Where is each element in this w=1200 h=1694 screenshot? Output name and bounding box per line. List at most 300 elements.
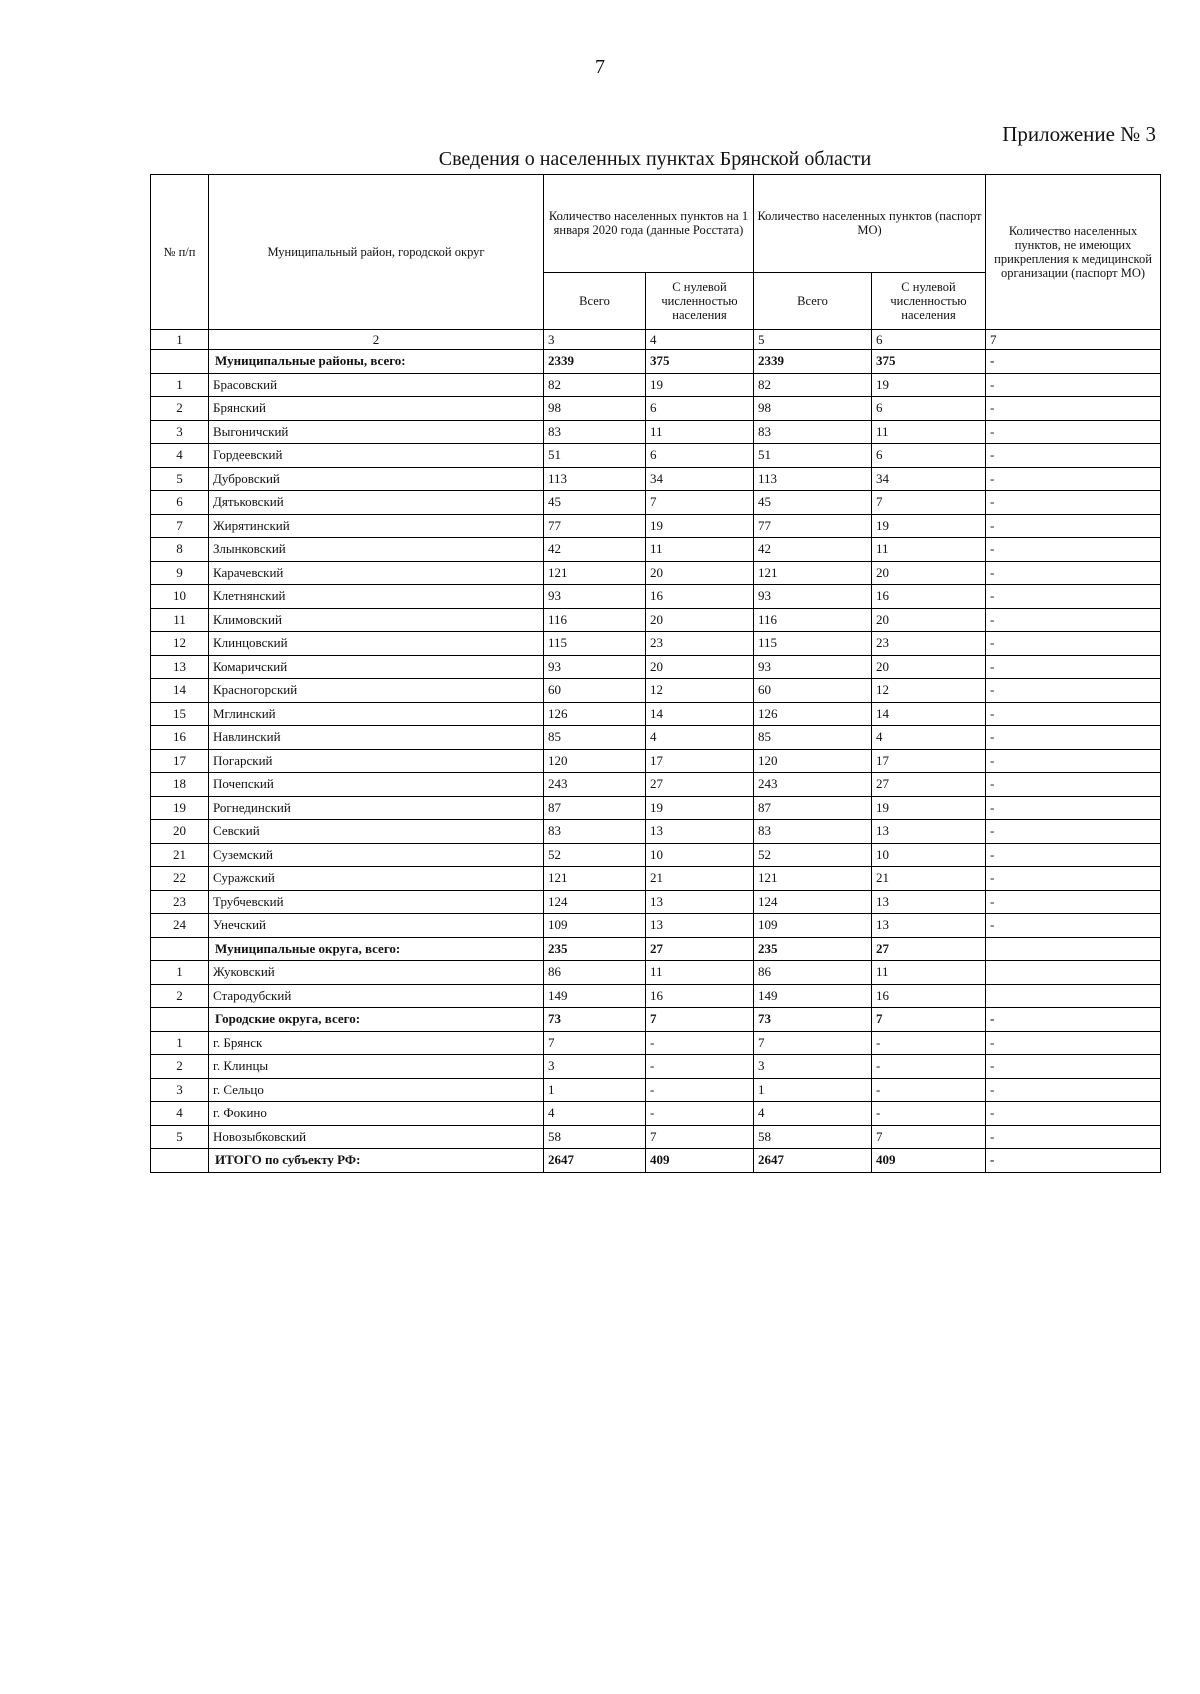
- rosstat-zero-cell: -: [646, 1055, 754, 1079]
- no-attachment-cell: -: [986, 538, 1161, 562]
- row-name: Злынковский: [209, 538, 544, 562]
- passport-total-cell: 93: [754, 655, 872, 679]
- passport-zero-cell: 11: [872, 538, 986, 562]
- table-row: [151, 773, 1161, 797]
- passport-zero-cell: 7: [872, 1008, 986, 1032]
- appendix-label: Приложение № 3: [1002, 122, 1156, 146]
- passport-zero-cell: 409: [872, 1149, 986, 1173]
- table-row: [151, 914, 1161, 938]
- row-number: 6: [151, 491, 209, 515]
- passport-total-cell: 121: [754, 561, 872, 585]
- row-name: г. Брянск: [209, 1031, 544, 1055]
- table-row: [151, 749, 1161, 773]
- no-attachment-cell: -: [986, 491, 1161, 515]
- table-row: [151, 397, 1161, 421]
- document-title: Сведения о населенных пунктах Брянской области: [438, 148, 872, 170]
- rosstat-zero-cell: 16: [646, 585, 754, 609]
- passport-total-cell: 149: [754, 984, 872, 1008]
- row-name: Клетнянский: [209, 585, 544, 609]
- no-attachment-cell: -: [986, 608, 1161, 632]
- row-name: Трубчевский: [209, 890, 544, 914]
- row-name: Рогнединский: [209, 796, 544, 820]
- column-number: 2: [209, 330, 544, 350]
- row-name: г. Фокино: [209, 1102, 544, 1126]
- row-name: ИТОГО по субъекту РФ:: [209, 1149, 544, 1173]
- row-name: Дятьковский: [209, 491, 544, 515]
- no-attachment-cell: -: [986, 914, 1161, 938]
- table-row: [151, 796, 1161, 820]
- no-attachment-cell: -: [986, 397, 1161, 421]
- no-attachment-cell: -: [986, 1078, 1161, 1102]
- header-total-passport: Всего: [754, 272, 872, 329]
- passport-total-cell: 116: [754, 608, 872, 632]
- header-passport: Количество населенных пунктов (паспорт МО): [754, 175, 986, 273]
- row-number: 11: [151, 608, 209, 632]
- rosstat-total-cell: 2647: [544, 1149, 646, 1173]
- no-attachment-cell: -: [986, 514, 1161, 538]
- passport-total-cell: 2339: [754, 350, 872, 374]
- rosstat-total-cell: 124: [544, 890, 646, 914]
- rosstat-zero-cell: 7: [646, 1008, 754, 1032]
- row-number: 1: [151, 961, 209, 985]
- rosstat-total-cell: 42: [544, 538, 646, 562]
- column-number: 5: [754, 330, 872, 350]
- column-number: 1: [151, 330, 209, 350]
- rosstat-zero-cell: 19: [646, 796, 754, 820]
- rosstat-total-cell: 93: [544, 655, 646, 679]
- no-attachment-cell: -: [986, 1102, 1161, 1126]
- rosstat-total-cell: 73: [544, 1008, 646, 1032]
- table-row: [151, 890, 1161, 914]
- rosstat-total-cell: 1: [544, 1078, 646, 1102]
- row-name: Карачевский: [209, 561, 544, 585]
- no-attachment-cell: -: [986, 820, 1161, 844]
- rosstat-total-cell: 83: [544, 420, 646, 444]
- row-number: [151, 1008, 209, 1032]
- table-row: [151, 655, 1161, 679]
- no-attachment-cell: -: [986, 1031, 1161, 1055]
- no-attachment-cell: -: [986, 444, 1161, 468]
- passport-zero-cell: 23: [872, 632, 986, 656]
- rosstat-total-cell: 82: [544, 373, 646, 397]
- passport-total-cell: 86: [754, 961, 872, 985]
- passport-zero-cell: 13: [872, 820, 986, 844]
- row-name: Муниципальные районы, всего:: [209, 350, 544, 374]
- row-number: [151, 1149, 209, 1173]
- row-number: 19: [151, 796, 209, 820]
- table-row: [151, 867, 1161, 891]
- no-attachment-cell: [986, 937, 1161, 961]
- rosstat-zero-cell: 4: [646, 726, 754, 750]
- header-zero-passport: С нулевой численностью населения: [872, 272, 986, 329]
- rosstat-zero-cell: 27: [646, 773, 754, 797]
- table-row: [151, 561, 1161, 585]
- table-row: [151, 679, 1161, 703]
- row-number: 3: [151, 1078, 209, 1102]
- row-number: 9: [151, 561, 209, 585]
- rosstat-zero-cell: 375: [646, 350, 754, 374]
- passport-zero-cell: 7: [872, 491, 986, 515]
- table-row: [151, 843, 1161, 867]
- rosstat-zero-cell: 11: [646, 420, 754, 444]
- row-number: 21: [151, 843, 209, 867]
- rosstat-total-cell: 51: [544, 444, 646, 468]
- row-name: Жуковский: [209, 961, 544, 985]
- passport-total-cell: 2647: [754, 1149, 872, 1173]
- passport-total-cell: 77: [754, 514, 872, 538]
- table-row: [151, 702, 1161, 726]
- rosstat-total-cell: 83: [544, 820, 646, 844]
- row-name: Навлинский: [209, 726, 544, 750]
- table-row: [151, 726, 1161, 750]
- no-attachment-cell: -: [986, 890, 1161, 914]
- table-row: [151, 585, 1161, 609]
- passport-total-cell: 109: [754, 914, 872, 938]
- row-name: г. Сельцо: [209, 1078, 544, 1102]
- passport-zero-cell: 17: [872, 749, 986, 773]
- row-number: 16: [151, 726, 209, 750]
- rosstat-total-cell: 121: [544, 867, 646, 891]
- table-row: [151, 1102, 1161, 1126]
- column-number: 3: [544, 330, 646, 350]
- passport-total-cell: 73: [754, 1008, 872, 1032]
- rosstat-total-cell: 85: [544, 726, 646, 750]
- rosstat-zero-cell: 20: [646, 608, 754, 632]
- passport-total-cell: 85: [754, 726, 872, 750]
- row-number: 2: [151, 984, 209, 1008]
- no-attachment-cell: -: [986, 1125, 1161, 1149]
- table-group-row: [151, 350, 1161, 374]
- row-name: Брянский: [209, 397, 544, 421]
- rosstat-zero-cell: 7: [646, 491, 754, 515]
- row-number: 20: [151, 820, 209, 844]
- column-number-row: [151, 330, 1161, 350]
- rosstat-zero-cell: 13: [646, 890, 754, 914]
- table-row: [151, 538, 1161, 562]
- passport-zero-cell: 11: [872, 420, 986, 444]
- passport-total-cell: 126: [754, 702, 872, 726]
- row-number: 15: [151, 702, 209, 726]
- passport-total-cell: 113: [754, 467, 872, 491]
- rosstat-zero-cell: 11: [646, 961, 754, 985]
- table-row: [151, 420, 1161, 444]
- rosstat-total-cell: 52: [544, 843, 646, 867]
- no-attachment-cell: -: [986, 561, 1161, 585]
- passport-zero-cell: 10: [872, 843, 986, 867]
- passport-zero-cell: 27: [872, 937, 986, 961]
- rosstat-total-cell: 109: [544, 914, 646, 938]
- row-name: Новозыбковский: [209, 1125, 544, 1149]
- rosstat-total-cell: 93: [544, 585, 646, 609]
- passport-total-cell: 51: [754, 444, 872, 468]
- no-attachment-cell: -: [986, 796, 1161, 820]
- rosstat-zero-cell: 16: [646, 984, 754, 1008]
- rosstat-zero-cell: 13: [646, 820, 754, 844]
- rosstat-zero-cell: 27: [646, 937, 754, 961]
- rosstat-zero-cell: 20: [646, 655, 754, 679]
- rosstat-zero-cell: 20: [646, 561, 754, 585]
- no-attachment-cell: -: [986, 1055, 1161, 1079]
- rosstat-total-cell: 58: [544, 1125, 646, 1149]
- table-row: [151, 467, 1161, 491]
- rosstat-zero-cell: 19: [646, 373, 754, 397]
- rosstat-total-cell: 2339: [544, 350, 646, 374]
- no-attachment-cell: -: [986, 1008, 1161, 1032]
- row-number: [151, 937, 209, 961]
- rosstat-total-cell: 235: [544, 937, 646, 961]
- header-zero-rosstat: С нулевой численностью населения: [646, 272, 754, 329]
- row-number: 5: [151, 1125, 209, 1149]
- passport-zero-cell: 13: [872, 890, 986, 914]
- passport-total-cell: 83: [754, 820, 872, 844]
- no-attachment-cell: -: [986, 632, 1161, 656]
- table-group-row: [151, 1149, 1161, 1173]
- header-row-top: [151, 175, 1161, 273]
- rosstat-total-cell: 77: [544, 514, 646, 538]
- column-number: 6: [872, 330, 986, 350]
- row-name: Климовский: [209, 608, 544, 632]
- passport-zero-cell: 12: [872, 679, 986, 703]
- row-name: Погарский: [209, 749, 544, 773]
- passport-total-cell: 115: [754, 632, 872, 656]
- table-row: [151, 820, 1161, 844]
- no-attachment-cell: -: [986, 350, 1161, 374]
- row-number: 24: [151, 914, 209, 938]
- passport-total-cell: 60: [754, 679, 872, 703]
- settlements-table: [150, 174, 1161, 1173]
- header-total-rosstat: Всего: [544, 272, 646, 329]
- rosstat-total-cell: 87: [544, 796, 646, 820]
- passport-zero-cell: 375: [872, 350, 986, 374]
- passport-zero-cell: 20: [872, 608, 986, 632]
- passport-zero-cell: -: [872, 1078, 986, 1102]
- passport-total-cell: 235: [754, 937, 872, 961]
- passport-zero-cell: 13: [872, 914, 986, 938]
- rosstat-zero-cell: -: [646, 1078, 754, 1102]
- rosstat-total-cell: 98: [544, 397, 646, 421]
- no-attachment-cell: -: [986, 420, 1161, 444]
- rosstat-zero-cell: 7: [646, 1125, 754, 1149]
- passport-total-cell: 124: [754, 890, 872, 914]
- table-row: [151, 1125, 1161, 1149]
- row-number: 8: [151, 538, 209, 562]
- rosstat-zero-cell: 6: [646, 397, 754, 421]
- passport-total-cell: 243: [754, 773, 872, 797]
- row-name: Севский: [209, 820, 544, 844]
- rosstat-zero-cell: 19: [646, 514, 754, 538]
- passport-total-cell: 58: [754, 1125, 872, 1149]
- table-row: [151, 373, 1161, 397]
- rosstat-total-cell: 3: [544, 1055, 646, 1079]
- rosstat-total-cell: 113: [544, 467, 646, 491]
- rosstat-total-cell: 60: [544, 679, 646, 703]
- row-name: Стародубский: [209, 984, 544, 1008]
- rosstat-total-cell: 149: [544, 984, 646, 1008]
- passport-total-cell: 83: [754, 420, 872, 444]
- row-number: 1: [151, 1031, 209, 1055]
- passport-zero-cell: -: [872, 1102, 986, 1126]
- table-row: [151, 984, 1161, 1008]
- no-attachment-cell: -: [986, 843, 1161, 867]
- rosstat-zero-cell: -: [646, 1102, 754, 1126]
- rosstat-zero-cell: 21: [646, 867, 754, 891]
- rosstat-total-cell: 243: [544, 773, 646, 797]
- passport-zero-cell: 21: [872, 867, 986, 891]
- no-attachment-cell: -: [986, 655, 1161, 679]
- row-number: [151, 350, 209, 374]
- table-group-row: [151, 937, 1161, 961]
- rosstat-total-cell: 45: [544, 491, 646, 515]
- row-name: Муниципальные округа, всего:: [209, 937, 544, 961]
- passport-total-cell: 1: [754, 1078, 872, 1102]
- row-name: Жирятинский: [209, 514, 544, 538]
- rosstat-zero-cell: 17: [646, 749, 754, 773]
- row-number: 12: [151, 632, 209, 656]
- header-name: Муниципальный район, городской округ: [209, 175, 544, 330]
- row-name: Выгоничский: [209, 420, 544, 444]
- row-number: 18: [151, 773, 209, 797]
- row-name: Красногорский: [209, 679, 544, 703]
- rosstat-zero-cell: 14: [646, 702, 754, 726]
- passport-total-cell: 4: [754, 1102, 872, 1126]
- passport-zero-cell: 20: [872, 561, 986, 585]
- page-number: 7: [595, 56, 605, 78]
- passport-total-cell: 7: [754, 1031, 872, 1055]
- passport-zero-cell: 4: [872, 726, 986, 750]
- rosstat-total-cell: 7: [544, 1031, 646, 1055]
- no-attachment-cell: [986, 961, 1161, 985]
- header-rosstat: Количество населенных пунктов на 1 января 2020 года (данные Росстата): [544, 175, 754, 273]
- passport-total-cell: 42: [754, 538, 872, 562]
- rosstat-zero-cell: -: [646, 1031, 754, 1055]
- rosstat-total-cell: 116: [544, 608, 646, 632]
- rosstat-zero-cell: 13: [646, 914, 754, 938]
- no-attachment-cell: -: [986, 585, 1161, 609]
- row-name: Гордеевский: [209, 444, 544, 468]
- passport-zero-cell: 7: [872, 1125, 986, 1149]
- rosstat-total-cell: 4: [544, 1102, 646, 1126]
- row-number: 2: [151, 397, 209, 421]
- no-attachment-cell: -: [986, 679, 1161, 703]
- table-row: [151, 1055, 1161, 1079]
- rosstat-zero-cell: 409: [646, 1149, 754, 1173]
- passport-zero-cell: 6: [872, 444, 986, 468]
- row-number: 14: [151, 679, 209, 703]
- row-number: 10: [151, 585, 209, 609]
- passport-zero-cell: 19: [872, 796, 986, 820]
- table-row: [151, 961, 1161, 985]
- row-name: г. Клинцы: [209, 1055, 544, 1079]
- rosstat-zero-cell: 11: [646, 538, 754, 562]
- passport-zero-cell: 6: [872, 397, 986, 421]
- table-group-row: [151, 1008, 1161, 1032]
- table-row: [151, 608, 1161, 632]
- row-number: 22: [151, 867, 209, 891]
- row-number: 1: [151, 373, 209, 397]
- column-number: 7: [986, 330, 1161, 350]
- passport-zero-cell: 34: [872, 467, 986, 491]
- row-name: Суземский: [209, 843, 544, 867]
- passport-zero-cell: 16: [872, 984, 986, 1008]
- table-row: [151, 1031, 1161, 1055]
- passport-zero-cell: 20: [872, 655, 986, 679]
- row-number: 7: [151, 514, 209, 538]
- passport-zero-cell: 27: [872, 773, 986, 797]
- row-number: 4: [151, 444, 209, 468]
- passport-zero-cell: 14: [872, 702, 986, 726]
- table-row: [151, 1078, 1161, 1102]
- passport-zero-cell: 19: [872, 514, 986, 538]
- no-attachment-cell: -: [986, 773, 1161, 797]
- passport-zero-cell: 19: [872, 373, 986, 397]
- no-attachment-cell: -: [986, 702, 1161, 726]
- row-name: Унечский: [209, 914, 544, 938]
- column-number: 4: [646, 330, 754, 350]
- row-name: Мглинский: [209, 702, 544, 726]
- row-name: Брасовский: [209, 373, 544, 397]
- no-attachment-cell: [986, 984, 1161, 1008]
- header-no-attachment: Количество населенных пунктов, не имеющих прикрепления к медицинской организации (паспорт МО): [986, 175, 1161, 330]
- row-number: 4: [151, 1102, 209, 1126]
- rosstat-zero-cell: 34: [646, 467, 754, 491]
- rosstat-zero-cell: 10: [646, 843, 754, 867]
- row-number: 5: [151, 467, 209, 491]
- row-number: 23: [151, 890, 209, 914]
- table-row: [151, 444, 1161, 468]
- passport-zero-cell: 16: [872, 585, 986, 609]
- table-row: [151, 491, 1161, 515]
- rosstat-total-cell: 126: [544, 702, 646, 726]
- passport-total-cell: 121: [754, 867, 872, 891]
- header-num: № п/п: [151, 175, 209, 330]
- row-number: 13: [151, 655, 209, 679]
- no-attachment-cell: -: [986, 373, 1161, 397]
- passport-total-cell: 3: [754, 1055, 872, 1079]
- rosstat-total-cell: 115: [544, 632, 646, 656]
- passport-total-cell: 52: [754, 843, 872, 867]
- passport-zero-cell: -: [872, 1055, 986, 1079]
- row-name: Суражский: [209, 867, 544, 891]
- passport-total-cell: 120: [754, 749, 872, 773]
- row-name: Почепский: [209, 773, 544, 797]
- row-number: 2: [151, 1055, 209, 1079]
- row-name: Городские округа, всего:: [209, 1008, 544, 1032]
- table-row: [151, 632, 1161, 656]
- row-name: Дубровский: [209, 467, 544, 491]
- row-name: Клинцовский: [209, 632, 544, 656]
- passport-total-cell: 82: [754, 373, 872, 397]
- rosstat-total-cell: 120: [544, 749, 646, 773]
- row-name: Комаричский: [209, 655, 544, 679]
- no-attachment-cell: -: [986, 867, 1161, 891]
- no-attachment-cell: -: [986, 467, 1161, 491]
- row-number: 3: [151, 420, 209, 444]
- rosstat-zero-cell: 12: [646, 679, 754, 703]
- rosstat-zero-cell: 6: [646, 444, 754, 468]
- passport-total-cell: 45: [754, 491, 872, 515]
- passport-total-cell: 98: [754, 397, 872, 421]
- passport-total-cell: 93: [754, 585, 872, 609]
- rosstat-total-cell: 121: [544, 561, 646, 585]
- passport-zero-cell: -: [872, 1031, 986, 1055]
- passport-total-cell: 87: [754, 796, 872, 820]
- rosstat-zero-cell: 23: [646, 632, 754, 656]
- table-row: [151, 514, 1161, 538]
- no-attachment-cell: -: [986, 1149, 1161, 1173]
- no-attachment-cell: -: [986, 749, 1161, 773]
- passport-zero-cell: 11: [872, 961, 986, 985]
- row-number: 17: [151, 749, 209, 773]
